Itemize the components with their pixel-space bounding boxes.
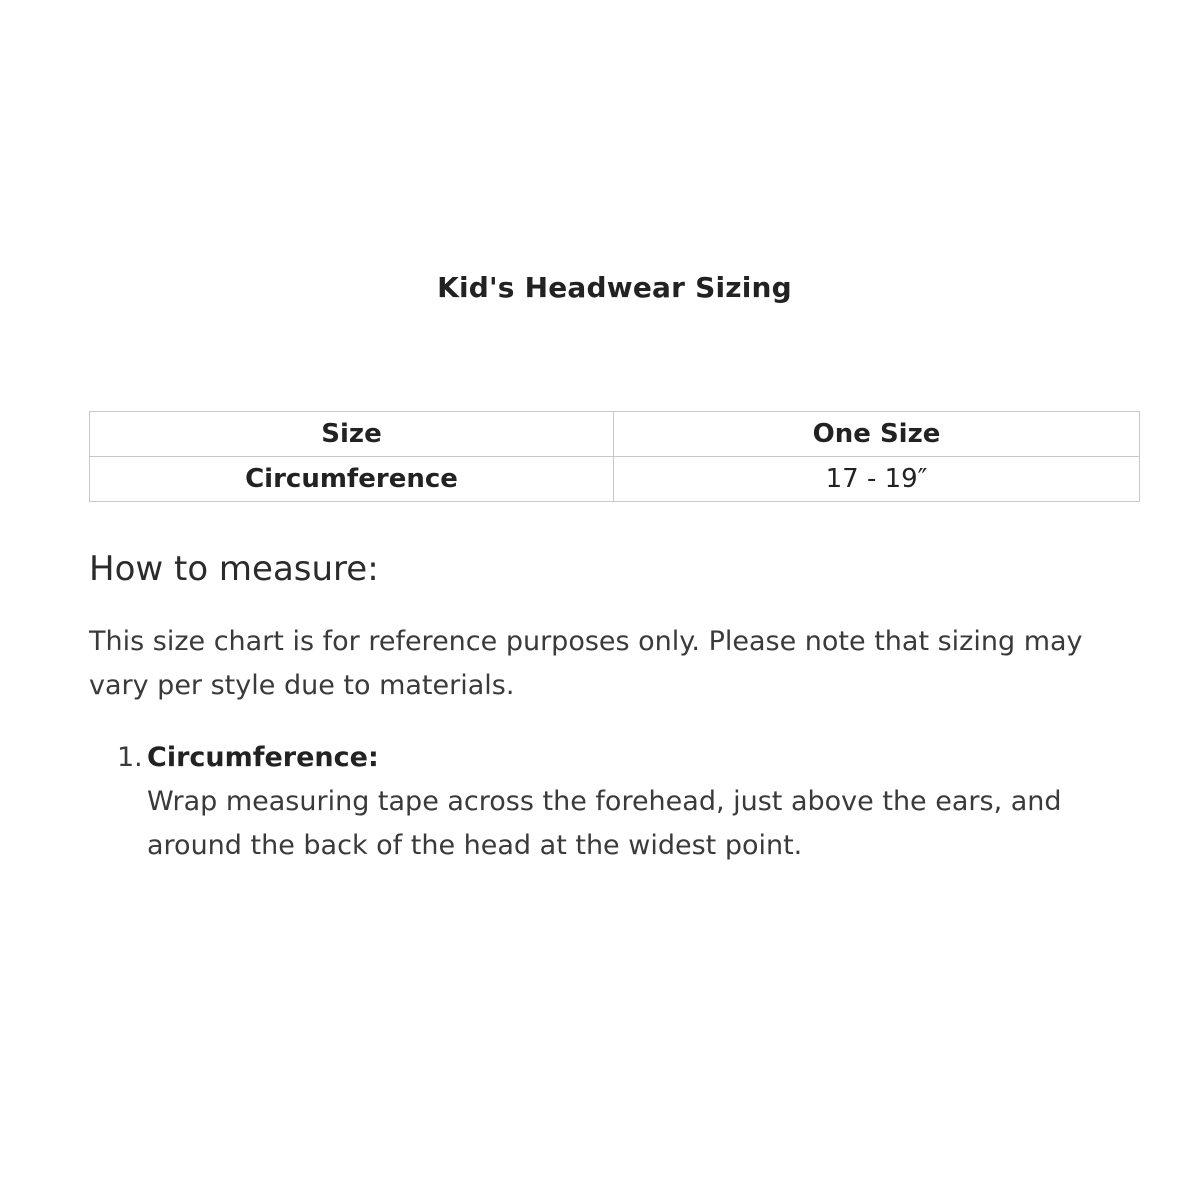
page-title: Kid's Headwear Sizing [437, 271, 792, 304]
step-description: Wrap measuring tape across the forehead, just above the ears, and around the back of the head at the widest point. [147, 786, 1062, 861]
circumference-label-cell: Circumference [90, 457, 614, 502]
step-label: Circumference: [147, 742, 379, 773]
size-chart-table [89, 411, 1140, 502]
table-row [90, 412, 1140, 457]
reference-note: This size chart is for reference purposes only. Please note that sizing may vary per style due to materials. [89, 626, 1083, 701]
list-item [89, 736, 1149, 868]
circumference-value-cell: 17 - 19″ [614, 457, 1140, 502]
step-number: 1. [117, 742, 143, 773]
size-header-cell: Size [90, 412, 614, 457]
size-value-cell: One Size [614, 412, 1140, 457]
measure-steps-list [89, 736, 1149, 868]
table-row [90, 457, 1140, 502]
how-to-measure-heading: How to measure: [89, 549, 379, 589]
